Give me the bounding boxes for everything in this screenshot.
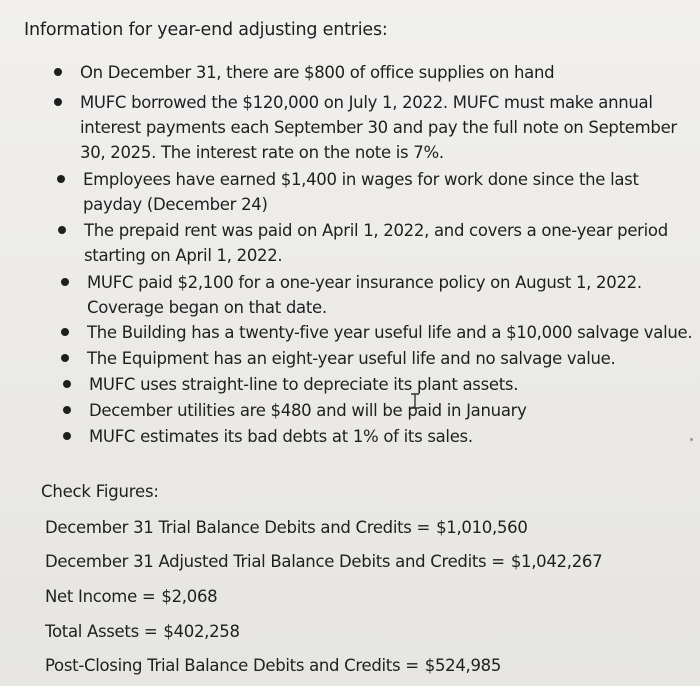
check-figure-row	[45, 552, 602, 571]
check-figure-row	[45, 587, 217, 606]
list-item-line: MUFC uses straight-line to depreciate its plant assets.	[89, 375, 519, 394]
list-item-line: MUFC borrowed the $120,000 on July 1, 2022. MUFC must make annual	[80, 93, 653, 112]
check-figure-label: Total Assets =	[45, 622, 158, 641]
list-item	[87, 320, 692, 345]
check-figure-value: $1,042,267	[510, 552, 603, 571]
list-item-line: MUFC estimates its bad debts at 1% of its sales.	[89, 427, 473, 446]
check-figures-title: Check Figures:	[41, 482, 159, 501]
list-item-line: Coverage began on that date.	[87, 298, 327, 317]
list-item-line: interest payments each September 30 and pay the full note on September	[80, 118, 677, 137]
list-item-line: 30, 2025. The interest rate on the note is 7%.	[80, 143, 444, 162]
text-cursor-icon	[408, 393, 422, 409]
list-item	[87, 346, 615, 371]
bullet-dot-icon	[63, 432, 71, 440]
check-figure-value: $1,010,560	[436, 518, 528, 537]
bullet-dot-icon	[58, 226, 66, 234]
check-figure-label: Post-Closing Trial Balance Debits and Credits =	[45, 656, 419, 675]
page-speck	[690, 438, 693, 441]
bullet-dot-icon	[54, 98, 62, 106]
check-figure-value: $524,985	[424, 656, 502, 675]
bullet-dot-icon	[61, 354, 69, 362]
list-item	[84, 218, 668, 268]
list-item-line: MUFC paid $2,100 for a one-year insurance policy on August 1, 2022.	[87, 273, 642, 292]
bullet-dot-icon	[61, 328, 69, 336]
bullet-dot-icon	[61, 278, 69, 286]
list-item	[80, 90, 677, 165]
bullet-dot-icon	[57, 175, 65, 183]
check-figure-value: $2,068	[161, 587, 218, 606]
list-item	[89, 398, 527, 423]
check-figure-label: December 31 Adjusted Trial Balance Debits and Credits =	[45, 552, 505, 571]
check-figure-row	[45, 518, 528, 537]
check-figure-row	[45, 656, 501, 675]
list-item-line: The Equipment has an eight-year useful life and no salvage value.	[87, 349, 616, 368]
bullet-dot-icon	[63, 380, 71, 388]
list-item	[89, 372, 518, 397]
bullet-dot-icon	[54, 68, 62, 76]
list-item-line: starting on April 1, 2022.	[84, 246, 283, 265]
page-heading: Information for year-end adjusting entries:	[24, 20, 388, 40]
list-item	[83, 167, 639, 217]
check-figure-label: December 31 Trial Balance Debits and Credits =	[45, 518, 431, 537]
list-item-line: payday (December 24)	[83, 195, 268, 214]
check-figure-row	[45, 622, 240, 641]
list-item-line: On December 31, there are $800 of office supplies on hand	[80, 63, 555, 82]
list-item-line: The Building has a twenty-five year useful life and a $10,000 salvage value.	[87, 323, 693, 342]
list-item-line: Employees have earned $1,400 in wages for work done since the last	[83, 170, 639, 189]
list-item	[80, 60, 554, 85]
list-item	[89, 424, 473, 449]
list-item-line: December utilities are $480 and will be paid in January	[89, 401, 527, 420]
bullet-dot-icon	[63, 406, 71, 414]
check-figure-label: Net Income =	[45, 587, 156, 606]
list-item	[87, 270, 642, 320]
check-figure-value: $402,258	[163, 622, 240, 641]
list-item-line: The prepaid rent was paid on April 1, 2022, and covers a one-year period	[84, 221, 668, 240]
